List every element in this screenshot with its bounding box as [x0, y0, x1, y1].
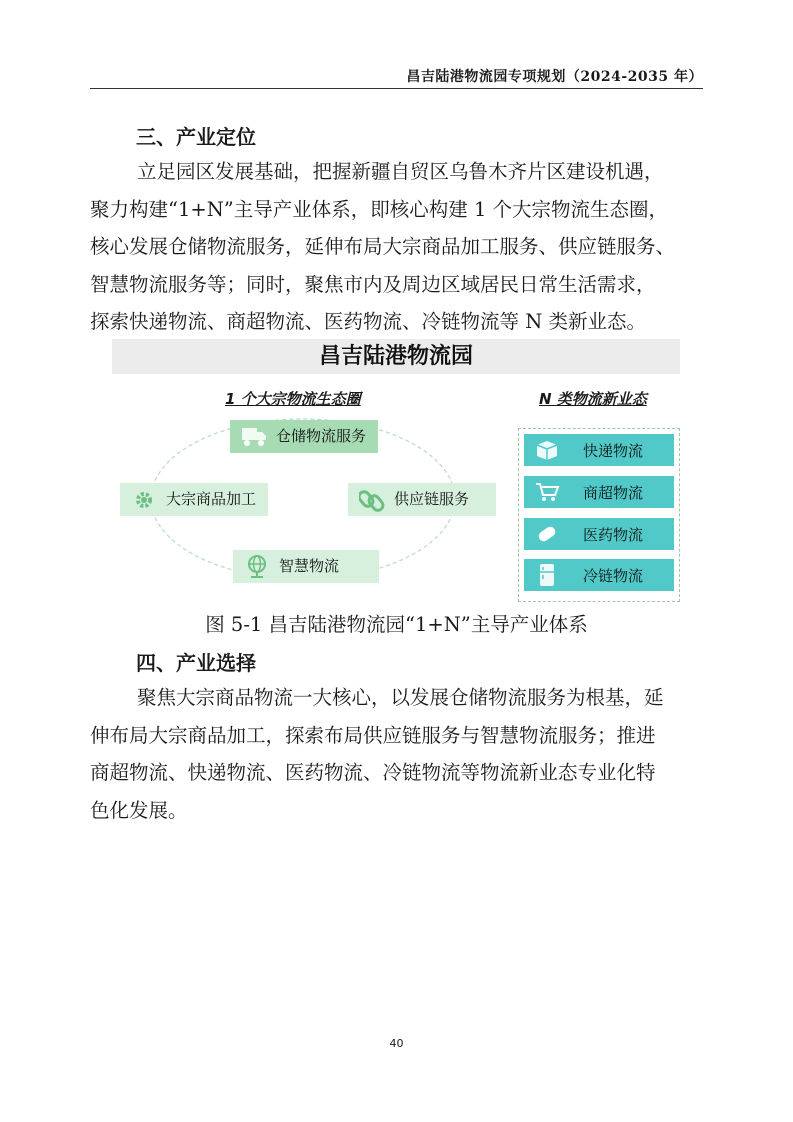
pill-capsule-icon — [524, 522, 570, 546]
paragraph-line: 聚焦大宗商品物流一大核心，以发展仓储物流服务为根基，延 — [137, 686, 664, 709]
n-item-label: 医药物流 — [582, 525, 643, 544]
n-item-label: 商超物流 — [582, 483, 643, 502]
paragraph-line: 聚力构建“1+N”主导产业体系，即核心构建 1 个大宗物流生态圈， — [90, 197, 669, 221]
gear-icon — [130, 486, 158, 514]
n-item-label: 冷链物流 — [582, 566, 643, 585]
paragraph-line: 智慧物流服务等；同时，聚焦市内及周边区域居民日常生活需求， — [90, 272, 656, 296]
section-heading-selection: 四、产业选择 — [136, 651, 256, 675]
ring-node-smart-logistics — [233, 550, 379, 583]
shopping-cart-icon — [524, 480, 570, 504]
package-box-icon — [524, 438, 570, 462]
paragraph-line: 核心发展仓储物流服务，延伸布局大宗商品加工服务、供应链服务、 — [90, 235, 676, 258]
figure-title-bar: 昌吉陆港物流园 — [112, 339, 680, 374]
n-item-express — [524, 434, 674, 466]
paragraph-line: 探索快递物流、商超物流、医药物流、冷链物流等 N 类新业态。 — [90, 310, 646, 333]
n-item-supermarket — [524, 476, 674, 508]
n-item-cold-chain — [524, 559, 674, 591]
paragraph-line: 立足园区发展基础，把握新疆自贸区乌鲁木齐片区建设机遇， — [137, 160, 664, 183]
new-formats-subtitle: N 类物流新业态 — [539, 390, 647, 408]
paragraph-line: 色化发展。 — [90, 798, 188, 822]
ring-node-label: 仓储物流服务 — [276, 427, 367, 445]
section-selection-paragraph — [90, 679, 705, 829]
n-item-pharma — [524, 518, 674, 550]
header-title: 昌吉陆港物流园专项规划（2024-2035 年） — [406, 69, 703, 85]
ring-node-bulk-processing — [120, 483, 268, 516]
ring-node-label: 智慧物流 — [279, 557, 340, 575]
ecosystem-subtitle: 1 个大宗物流生态圈 — [225, 390, 361, 408]
n-item-label: 快递物流 — [582, 441, 643, 460]
section-heading-positioning: 三、产业定位 — [136, 125, 256, 149]
ring-node-label: 大宗商品加工 — [166, 490, 257, 508]
page-number: 40 — [389, 1037, 404, 1050]
warehouse-truck-icon — [240, 423, 268, 451]
refrigerator-icon — [524, 562, 570, 588]
ring-node-label: 供应链服务 — [394, 490, 470, 508]
chain-link-icon — [358, 486, 386, 514]
globe-network-icon — [243, 553, 271, 581]
ring-node-supply-chain — [348, 483, 496, 516]
paragraph-line: 伸布局大宗商品加工，探索布局供应链服务与智慧物流服务；推进 — [90, 723, 656, 747]
paragraph-line: 商超物流、快递物流、医药物流、冷链物流等物流新业态专业化特 — [90, 761, 656, 784]
ring-node-warehousing — [230, 420, 378, 453]
figure-caption: 图 5-1 昌吉陆港物流园“1+N”主导产业体系 — [205, 613, 588, 636]
